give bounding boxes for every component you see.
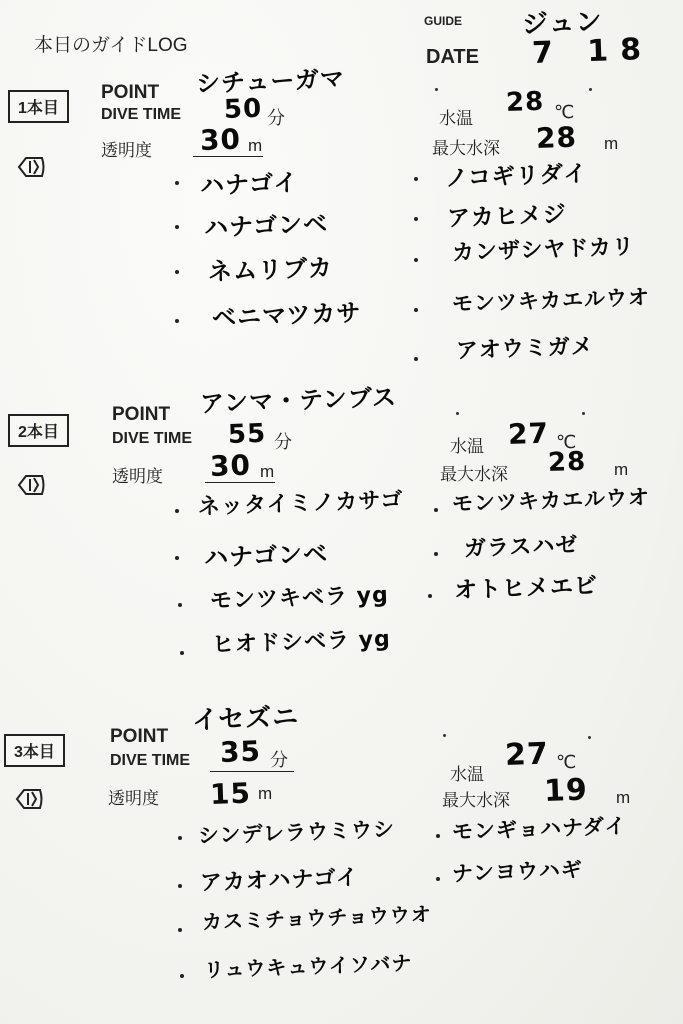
max-depth-label: 最大水深 bbox=[442, 791, 510, 810]
fish-name: ヒオドシベラ yg bbox=[211, 626, 392, 658]
max-depth-label: 最大水深 bbox=[440, 465, 508, 484]
water-temp-value: 27 bbox=[507, 416, 550, 451]
fish-name: モンツキベラ yg bbox=[209, 582, 390, 614]
water-temp-value: 27 bbox=[504, 736, 550, 773]
dive-time-value: 50 bbox=[223, 93, 263, 125]
visibility-label: 透明度 bbox=[101, 141, 152, 160]
fish-name: モンツキカエルウオ bbox=[451, 285, 651, 316]
bullet bbox=[175, 181, 179, 185]
bullet bbox=[414, 308, 418, 312]
fish-name: ハナゴイ bbox=[199, 168, 299, 200]
visibility-value: 30 bbox=[199, 122, 242, 157]
bullet bbox=[428, 594, 432, 598]
dive-time-label: DIVE TIME bbox=[110, 752, 191, 769]
max-depth-value: 19 bbox=[543, 772, 589, 809]
visibility-value: 30 bbox=[209, 448, 252, 483]
water-temp-label: 水温 bbox=[450, 437, 484, 456]
point-label: POINT bbox=[101, 82, 160, 103]
bullet bbox=[436, 834, 440, 838]
max-depth-value: 28 bbox=[535, 120, 578, 155]
fish-name: ハナゴンベ bbox=[203, 539, 329, 572]
water-temp-label: 水温 bbox=[450, 765, 484, 784]
fish-icon bbox=[14, 784, 44, 814]
bullet bbox=[180, 974, 184, 978]
water-temp-label: 水温 bbox=[439, 109, 473, 128]
minutes-unit: 分 bbox=[270, 750, 288, 770]
meters-unit: m bbox=[260, 462, 275, 481]
celsius-unit: ℃ bbox=[554, 102, 575, 122]
water-temp-value: 28 bbox=[505, 86, 545, 118]
bullet bbox=[175, 556, 179, 560]
max-depth-value: 28 bbox=[547, 446, 587, 478]
meters-unit: m bbox=[614, 460, 629, 479]
dot bbox=[588, 736, 591, 739]
dive-time-value: 35 bbox=[219, 734, 262, 769]
dive-time-label: DIVE TIME bbox=[101, 106, 182, 123]
fish-name: アカヒメジ bbox=[446, 201, 568, 232]
fish-name: ハナゴンベ bbox=[203, 209, 329, 242]
bullet bbox=[414, 357, 418, 361]
bullet bbox=[178, 884, 182, 888]
date-value: 7 18 bbox=[531, 31, 654, 71]
bullet bbox=[436, 877, 440, 881]
bullet bbox=[175, 270, 179, 274]
point-name: シチューガマ bbox=[195, 64, 346, 98]
dot bbox=[582, 412, 585, 415]
dive-badge: 3本目 bbox=[4, 734, 65, 767]
fish-name: ネムリブカ bbox=[207, 253, 334, 286]
point-label: POINT bbox=[112, 404, 171, 425]
bullet bbox=[434, 552, 438, 556]
date-label: DATE bbox=[426, 46, 479, 68]
visibility-label: 透明度 bbox=[112, 467, 163, 486]
fish-name: アオウミガメ bbox=[455, 334, 595, 364]
dive-time-label: DIVE TIME bbox=[112, 430, 193, 447]
dive-time-value: 55 bbox=[227, 418, 267, 450]
fish-icon bbox=[16, 470, 46, 500]
dot bbox=[456, 412, 459, 415]
fish-name: シンデレラウミウシ bbox=[197, 817, 396, 848]
fish-name: モンギョハナダイ bbox=[451, 813, 627, 844]
meters-unit: m bbox=[248, 136, 263, 155]
meters-unit: m bbox=[616, 788, 631, 807]
point-name: イセズニ bbox=[191, 702, 300, 736]
dive-badge: 1本目 bbox=[8, 90, 69, 123]
bullet bbox=[175, 225, 179, 229]
bullet bbox=[414, 217, 418, 221]
fish-name: リュウキュウイソバナ bbox=[203, 950, 413, 982]
celsius-unit: ℃ bbox=[556, 752, 577, 772]
dot bbox=[589, 88, 592, 91]
bullet bbox=[175, 509, 179, 513]
celsius-unit: ℃ bbox=[556, 432, 577, 452]
point-label: POINT bbox=[110, 726, 169, 747]
guide-name: ジュン bbox=[521, 7, 604, 40]
bullet bbox=[434, 508, 438, 512]
fish-name: ノコギリダイ bbox=[444, 161, 588, 192]
fish-name: ガラスハゼ bbox=[463, 533, 579, 562]
fish-name: ナンヨウハギ bbox=[451, 857, 584, 886]
fish-name: オトヒメエビ bbox=[453, 572, 599, 604]
fish-name: アカオハナゴイ bbox=[199, 865, 360, 896]
bullet bbox=[414, 258, 418, 262]
bullet bbox=[178, 836, 182, 840]
fish-name: カスミチョウチョウウオ bbox=[201, 901, 433, 934]
page-title: 本日のガイドLOG bbox=[34, 35, 188, 56]
dot bbox=[435, 88, 438, 91]
bullet bbox=[178, 928, 182, 932]
max-depth-label: 最大水深 bbox=[432, 139, 500, 158]
bullet bbox=[414, 177, 418, 181]
fish-icon bbox=[16, 152, 46, 182]
minutes-unit: 分 bbox=[274, 432, 292, 452]
dot bbox=[443, 734, 446, 737]
guide-label: GUIDE bbox=[424, 14, 463, 28]
bullet bbox=[175, 319, 179, 323]
fish-name: カンザシヤドカリ bbox=[451, 234, 636, 266]
visibility-value: 15 bbox=[209, 776, 252, 811]
meters-unit: m bbox=[258, 784, 273, 803]
minutes-unit: 分 bbox=[267, 108, 285, 128]
meters-unit: m bbox=[604, 134, 619, 153]
bullet bbox=[180, 651, 184, 655]
point-name: アンマ・テンブス bbox=[199, 383, 398, 418]
visibility-label: 透明度 bbox=[108, 789, 159, 808]
dive-badge: 2本目 bbox=[8, 414, 69, 447]
fish-name: ネッタイミノカサゴ bbox=[197, 487, 404, 520]
fish-name: モンツキカエルウオ bbox=[451, 485, 651, 516]
fish-name: ベニマツカサ bbox=[211, 298, 362, 332]
bullet bbox=[178, 603, 182, 607]
